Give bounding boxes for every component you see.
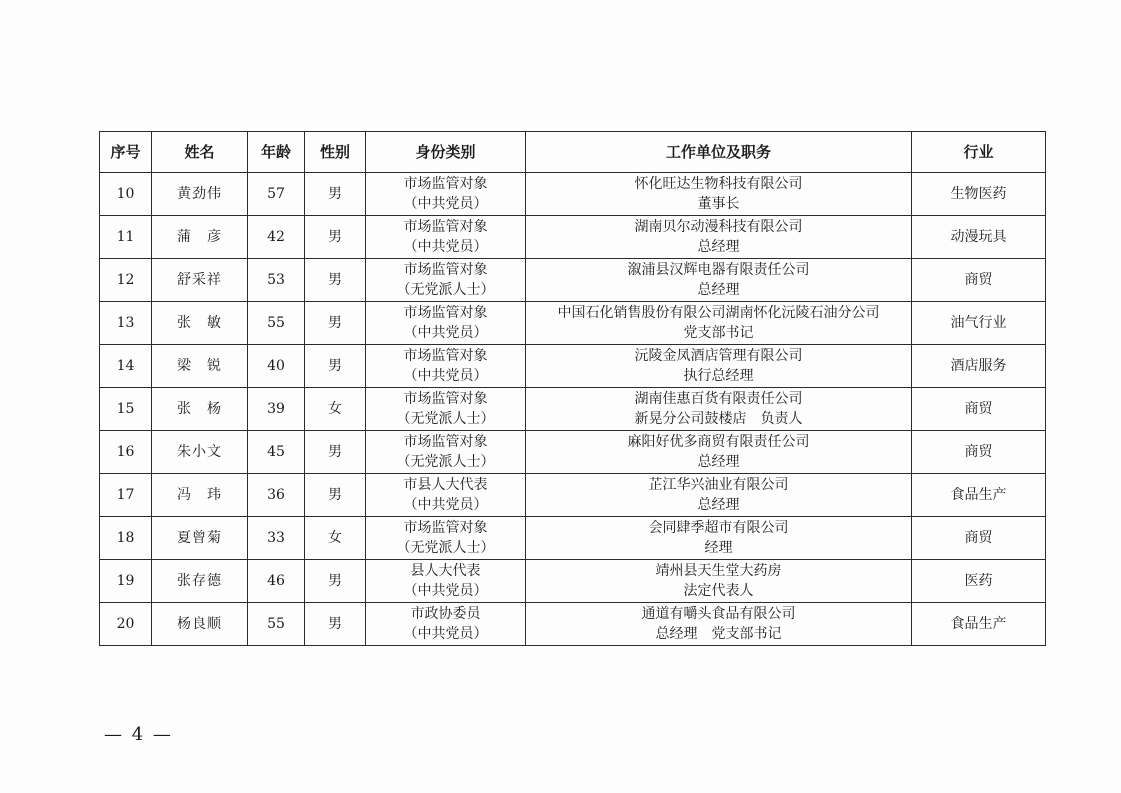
- cell-age: 57: [248, 173, 305, 216]
- cell-identity-line-1: 市场监管对象: [403, 520, 488, 536]
- cell-index: 15: [100, 388, 152, 431]
- cell-employer: [526, 302, 912, 345]
- cell-age: 40: [248, 345, 305, 388]
- cell-employer-line-1: 中国石化销售股份有限公司湖南怀化沅陵石油分公司: [557, 305, 880, 321]
- cell-identity-line-1: 市场监管对象: [403, 434, 488, 450]
- cell-name: 张存德: [152, 560, 248, 603]
- cell-identity-line-1: 县人大代表: [410, 563, 481, 579]
- cell-identity: [366, 388, 526, 431]
- cell-identity-line-1: 市场监管对象: [403, 348, 488, 364]
- cell-employer-line-2: 董事长: [697, 196, 740, 212]
- cell-industry: 酒店服务: [912, 345, 1046, 388]
- table-row: [100, 474, 1046, 517]
- cell-identity: [366, 474, 526, 517]
- cell-employer: [526, 173, 912, 216]
- cell-industry: 动漫玩具: [912, 216, 1046, 259]
- cell-gender: 男: [305, 302, 366, 345]
- cell-index: 12: [100, 259, 152, 302]
- cell-employer: [526, 388, 912, 431]
- cell-identity-line-2: （中共党员）: [403, 368, 488, 384]
- cell-employer-line-1: 麻阳好优多商贸有限责任公司: [627, 434, 810, 450]
- cell-employer-line-2: 总经理: [697, 239, 740, 255]
- cell-gender: 男: [305, 345, 366, 388]
- cell-name: 夏曾菊: [152, 517, 248, 560]
- cell-age: 45: [248, 431, 305, 474]
- cell-employer: [526, 517, 912, 560]
- cell-name: 舒采祥: [152, 259, 248, 302]
- cell-employer-line-1: 会同肆季超市有限公司: [648, 520, 789, 536]
- cell-age: 55: [248, 302, 305, 345]
- cell-employer-line-2: 党支部书记: [683, 325, 754, 341]
- cell-identity-line-1: 市场监管对象: [403, 262, 488, 278]
- cell-industry: 油气行业: [912, 302, 1046, 345]
- cell-identity-line-2: （无党派人士）: [396, 454, 495, 470]
- header-industry: 行业: [912, 132, 1046, 173]
- table-row: [100, 173, 1046, 216]
- cell-identity: [366, 259, 526, 302]
- cell-index: 11: [100, 216, 152, 259]
- cell-age: 42: [248, 216, 305, 259]
- cell-employer-line-1: 湖南佳惠百货有限责任公司: [634, 391, 803, 407]
- cell-gender: 男: [305, 474, 366, 517]
- cell-identity: [366, 431, 526, 474]
- cell-identity-line-2: （无党派人士）: [396, 540, 495, 556]
- cell-name: 冯 玮: [152, 474, 248, 517]
- cell-identity-line-2: （中共党员）: [403, 497, 488, 513]
- cell-employer-line-2: 执行总经理: [683, 368, 754, 384]
- cell-industry: 生物医药: [912, 173, 1046, 216]
- cell-name: 蒲 彦: [152, 216, 248, 259]
- table-row: [100, 345, 1046, 388]
- cell-identity-line-2: （中共党员）: [403, 239, 488, 255]
- header-age: 年龄: [248, 132, 305, 173]
- cell-identity: [366, 517, 526, 560]
- cell-employer-line-1: 靖州县天生堂大药房: [655, 563, 782, 579]
- header-index: 序号: [100, 132, 152, 173]
- cell-employer-line-1: 芷江华兴油业有限公司: [648, 477, 789, 493]
- cell-industry: 食品生产: [912, 603, 1046, 646]
- cell-identity-line-1: 市政协委员: [410, 606, 481, 622]
- cell-gender: 男: [305, 216, 366, 259]
- cell-identity-line-2: （无党派人士）: [396, 411, 495, 427]
- table-row: [100, 302, 1046, 345]
- cell-identity-line-1: 市场监管对象: [403, 305, 488, 321]
- cell-identity: [366, 345, 526, 388]
- cell-identity-line-1: 市场监管对象: [403, 219, 488, 235]
- cell-age: 39: [248, 388, 305, 431]
- cell-industry: 商贸: [912, 431, 1046, 474]
- table-header-row: [100, 132, 1046, 173]
- cell-index: 17: [100, 474, 152, 517]
- cell-index: 16: [100, 431, 152, 474]
- cell-employer-line-1: 湖南贝尔动漫科技有限公司: [634, 219, 803, 235]
- cell-gender: 男: [305, 259, 366, 302]
- cell-age: 55: [248, 603, 305, 646]
- cell-industry: 商贸: [912, 517, 1046, 560]
- cell-employer-line-1: 沅陵金凤酒店管理有限公司: [634, 348, 803, 364]
- table-body: [100, 173, 1046, 646]
- cell-index: 19: [100, 560, 152, 603]
- cell-identity-line-2: （无党派人士）: [396, 282, 495, 298]
- cell-identity-line-1: 市场监管对象: [403, 391, 488, 407]
- cell-employer-line-2: 经理: [704, 540, 733, 556]
- cell-identity-line-2: （中共党员）: [403, 196, 488, 212]
- cell-identity: [366, 216, 526, 259]
- cell-employer-line-2: 总经理: [697, 454, 740, 470]
- table-row: [100, 388, 1046, 431]
- cell-employer-line-1: 怀化旺达生物科技有限公司: [634, 176, 803, 192]
- cell-identity-line-1: 市场监管对象: [403, 176, 488, 192]
- cell-employer: [526, 216, 912, 259]
- cell-industry: 医药: [912, 560, 1046, 603]
- cell-age: 33: [248, 517, 305, 560]
- cell-identity-line-2: （中共党员）: [403, 325, 488, 341]
- table-row: [100, 560, 1046, 603]
- header-gender: 性别: [305, 132, 366, 173]
- cell-index: 10: [100, 173, 152, 216]
- cell-gender: 男: [305, 603, 366, 646]
- cell-index: 20: [100, 603, 152, 646]
- cell-employer: [526, 560, 912, 603]
- cell-identity: [366, 560, 526, 603]
- cell-name: 朱小文: [152, 431, 248, 474]
- cell-identity-line-1: 市县人大代表: [403, 477, 488, 493]
- cell-employer-line-2: 新晃分公司鼓楼店 负责人: [634, 411, 803, 427]
- cell-employer: [526, 259, 912, 302]
- cell-name: 杨良顺: [152, 603, 248, 646]
- cell-name: 黄劲伟: [152, 173, 248, 216]
- cell-industry: 商贸: [912, 388, 1046, 431]
- cell-identity: [366, 302, 526, 345]
- header-name: 姓名: [152, 132, 248, 173]
- cell-age: 46: [248, 560, 305, 603]
- cell-gender: 男: [305, 173, 366, 216]
- cell-employer: [526, 345, 912, 388]
- roster-table: [99, 131, 1046, 646]
- cell-index: 13: [100, 302, 152, 345]
- table-row: [100, 259, 1046, 302]
- cell-index: 18: [100, 517, 152, 560]
- cell-name: 梁 锐: [152, 345, 248, 388]
- cell-name: 张 敏: [152, 302, 248, 345]
- cell-employer: [526, 603, 912, 646]
- cell-gender: 男: [305, 431, 366, 474]
- cell-index: 14: [100, 345, 152, 388]
- table-row: [100, 216, 1046, 259]
- cell-identity: [366, 173, 526, 216]
- cell-employer-line-2: 总经理: [697, 282, 740, 298]
- cell-industry: 商贸: [912, 259, 1046, 302]
- cell-age: 36: [248, 474, 305, 517]
- cell-employer-line-1: 溆浦县汉辉电器有限责任公司: [627, 262, 810, 278]
- cell-gender: 男: [305, 560, 366, 603]
- cell-industry: 食品生产: [912, 474, 1046, 517]
- cell-identity-line-2: （中共党员）: [403, 626, 488, 642]
- cell-name: 张 杨: [152, 388, 248, 431]
- cell-gender: 女: [305, 517, 366, 560]
- cell-age: 53: [248, 259, 305, 302]
- cell-employer-line-2: 总经理 党支部书记: [655, 626, 782, 642]
- cell-employer: [526, 431, 912, 474]
- table-row: [100, 603, 1046, 646]
- table-row: [100, 517, 1046, 560]
- cell-identity-line-2: （中共党员）: [403, 583, 488, 599]
- table-row: [100, 431, 1046, 474]
- header-identity: 身份类别: [366, 132, 526, 173]
- cell-identity: [366, 603, 526, 646]
- page-number: — 4 —: [104, 724, 173, 745]
- cell-employer-line-1: 通道有嚼头食品有限公司: [641, 606, 796, 622]
- cell-employer-line-2: 法定代表人: [683, 583, 754, 599]
- header-employer: 工作单位及职务: [526, 132, 912, 173]
- cell-employer-line-2: 总经理: [697, 497, 740, 513]
- cell-gender: 女: [305, 388, 366, 431]
- cell-employer: [526, 474, 912, 517]
